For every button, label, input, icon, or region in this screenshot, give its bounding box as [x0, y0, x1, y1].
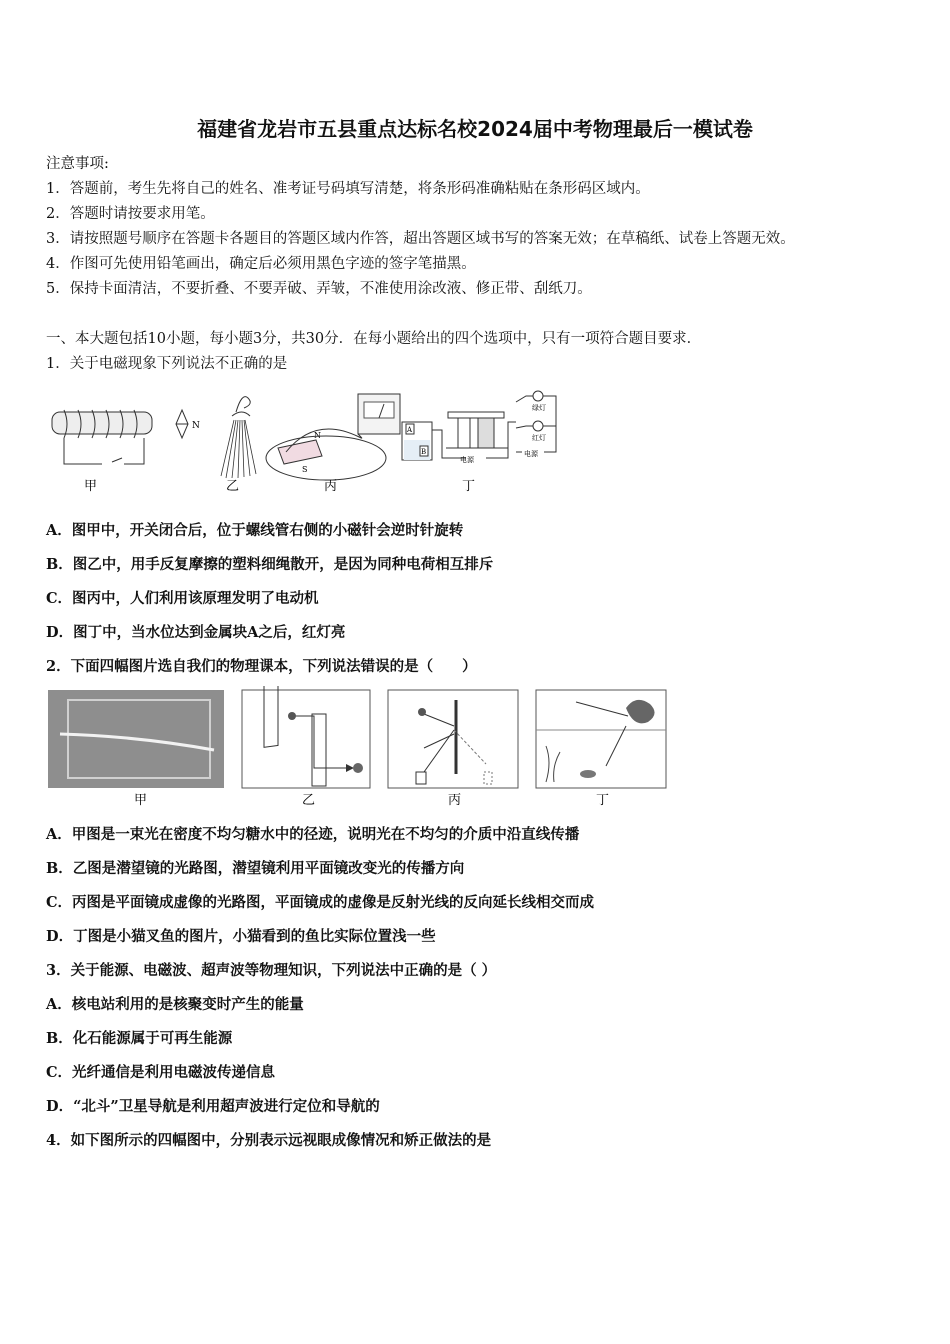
answer-option: A．核电站利用的是核聚变时产生的能量	[46, 996, 304, 1013]
notice-item: 3．请按照题号顺序在答题卡各题目的答题区域内作答，超出答题区域书写的答案无效；在草稿纸、试卷上答题无效。	[46, 231, 795, 247]
red-lamp-label: 红灯	[532, 434, 546, 442]
answer-option: A．甲图是一束光在密度不均匀糖水中的径迹，说明光在不均匀的介质中沿直线传播	[46, 826, 580, 843]
answer-option: B．化石能源属于可再生能源	[46, 1030, 233, 1047]
plastic-strings-diagram	[221, 397, 256, 478]
notice-item: 2．答题时请按要求用笔。	[46, 206, 215, 222]
galvanometer-diagram	[266, 394, 400, 480]
answer-option: D．图丁中，当水位达到金属块A之后，红灯亮	[46, 624, 346, 641]
power-label: 电源	[524, 450, 538, 458]
page-title: 福建省龙岩市五县重点达标名校2024届中考物理最后一模试卷	[197, 117, 753, 141]
figure-label: 丙	[324, 479, 338, 494]
cat-fishing-diagram	[536, 690, 666, 788]
notice-item: 1．答题前，考生先将自己的姓名、准考证号码填写清楚，将条形码准确粘贴在条形码区域内。	[46, 181, 650, 197]
notice-item: 4．作图可先使用铅笔画出，确定后必须用黑色字迹的签字笔描黑。	[46, 256, 476, 272]
figure-label: 甲	[84, 479, 98, 494]
figure-label: 丁	[462, 479, 476, 494]
figure-label: 乙	[302, 793, 316, 808]
power-label: 电源	[460, 456, 474, 464]
green-lamp-label: 绿灯	[532, 404, 546, 412]
answer-option: C．光纤通信是利用电磁波传递信息	[46, 1064, 276, 1081]
answer-option: D．丁图是小猫叉鱼的图片，小猫看到的鱼比实际位置浅一些	[46, 928, 436, 945]
question-stem: 2．下面四幅图片选自我们的物理课本，下列说法错误的是（ ）	[46, 658, 477, 675]
block-a-label: A	[407, 426, 413, 434]
question-stem: 3．关于能源、电磁波、超声波等物理知识，下列说法中正确的是（ ）	[46, 962, 497, 979]
periscope-diagram	[242, 686, 370, 788]
question-stem: 1．关于电磁现象下列说法不正确的是	[46, 356, 288, 372]
q1-figure	[46, 382, 566, 494]
sugar-water-photo	[48, 690, 224, 788]
answer-option: B．图乙中，用手反复摩擦的塑料细绳散开，是因为同种电荷相互排斥	[46, 556, 494, 573]
north-label: N	[192, 421, 200, 431]
south-label: S	[302, 465, 308, 474]
figure-label: 丙	[448, 793, 462, 808]
block-b-label: B	[421, 448, 427, 456]
figure-label: 甲	[134, 793, 148, 808]
answer-option: A．图甲中，开关闭合后，位于螺线管右侧的小磁针会逆时针旋转	[46, 522, 464, 539]
notice-item: 5．保持卡面清洁，不要折叠、不要弄破、弄皱，不准使用涂改液、修正带、刮纸刀。	[46, 281, 592, 297]
question-stem: 4．如下图所示的四幅图中，分别表示远视眼成像情况和矫正做法的是	[46, 1132, 492, 1149]
north-label: N	[314, 431, 321, 440]
plane-mirror-diagram	[388, 690, 518, 788]
answer-option: C．丙图是平面镜成虚像的光路图，平面镜成的虚像是反射光线的反向延长线相交而成	[46, 894, 595, 911]
solenoid-diagram	[52, 410, 200, 464]
answer-option: C．图丙中，人们利用该原理发明了电动机	[46, 590, 319, 607]
answer-option: B．乙图是潜望镜的光路图，潜望镜利用平面镜改变光的传播方向	[46, 860, 465, 877]
q2-figure	[46, 686, 668, 808]
figure-label: 丁	[596, 793, 610, 808]
notice-heading: 注意事项:	[46, 156, 109, 172]
answer-option: D．“北斗”卫星导航是利用超声波进行定位和导航的	[46, 1098, 380, 1115]
water-alarm-diagram	[402, 391, 556, 464]
figure-label: 乙	[226, 479, 240, 494]
section-heading: 一、本大题包括10小题，每小题3分，共30分．在每小题给出的四个选项中，只有一项符合题目要求．	[46, 331, 702, 347]
